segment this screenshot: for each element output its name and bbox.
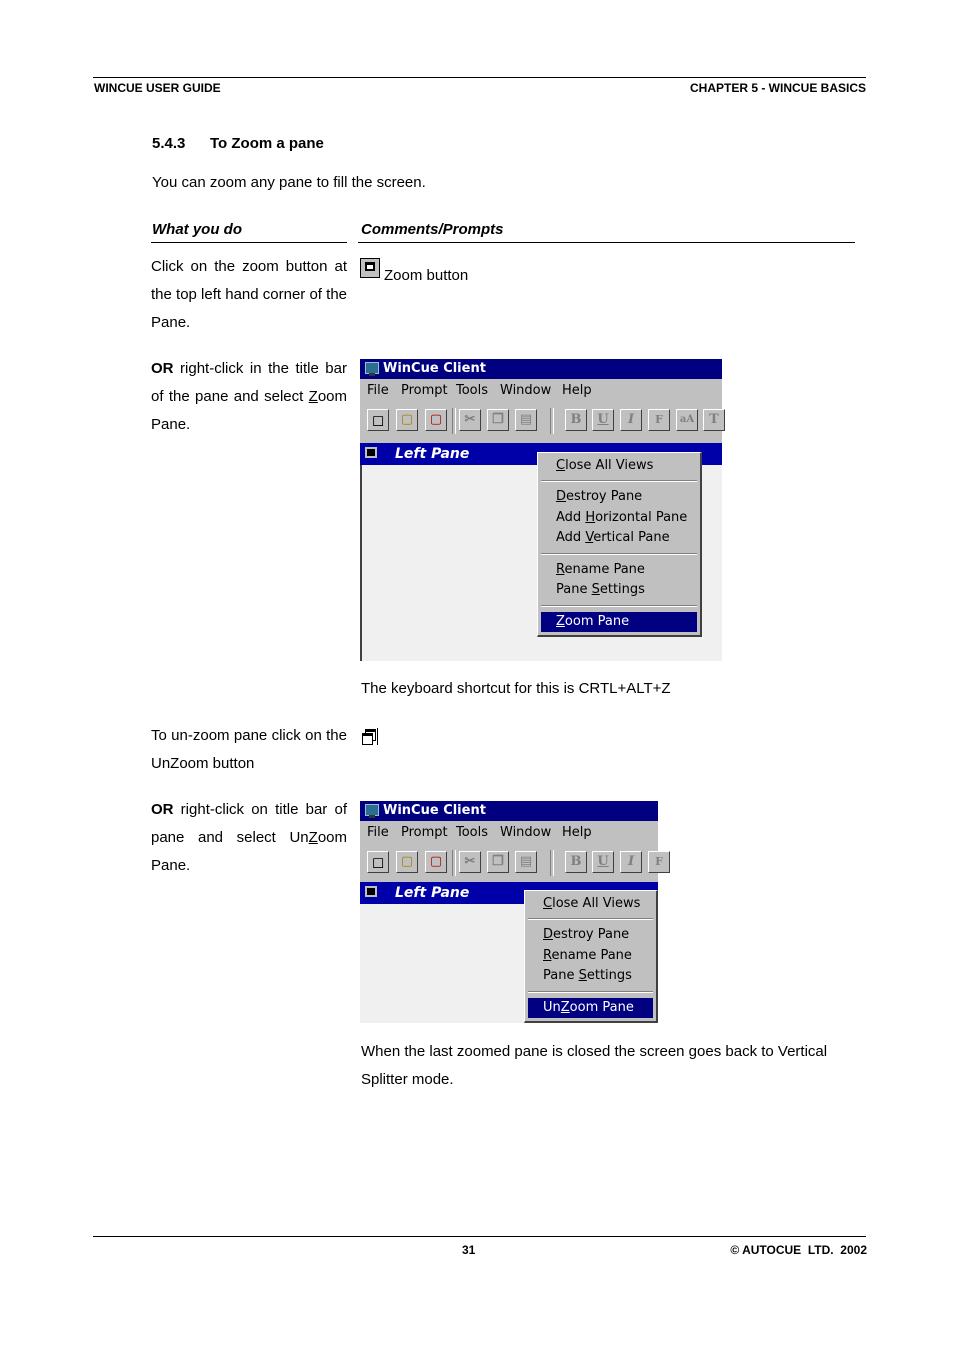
footer-rule [93, 1236, 866, 1237]
app-title: WinCue Client [383, 361, 486, 376]
menu-separator [528, 991, 653, 993]
row2-text-before: right-click in the title bar of the pane and select [151, 360, 347, 405]
toolbar-separator [550, 408, 554, 434]
header-left: WINCUE USER GUIDE [94, 81, 221, 95]
app-title: WinCue Client [383, 803, 486, 818]
row4-mnemonic: Z [308, 829, 318, 846]
cut-icon[interactable]: ✂ [459, 409, 481, 431]
italic-icon[interactable]: I [620, 409, 642, 431]
case-icon[interactable]: aA [676, 409, 698, 431]
menu-item-add-horizontal-pane[interactable]: Add Horizontal Pane [556, 510, 688, 525]
menu-item-close-all-views[interactable]: Close All Views [543, 896, 641, 911]
menu-window[interactable]: Window [500, 825, 552, 840]
new-file-icon[interactable]: ◻ [367, 409, 389, 431]
copyright: © AUTOCUE LTD. 2002 [730, 1243, 867, 1257]
menu-item-close-all-views[interactable]: Close All Views [556, 458, 654, 473]
menu-window[interactable]: Window [500, 383, 552, 398]
menu-bar [360, 821, 658, 845]
app-title-bar [360, 359, 722, 379]
app-title-bar [360, 801, 658, 821]
column-header-right: Comments/Prompts [361, 221, 504, 238]
paste-icon[interactable]: ▤ [515, 409, 537, 431]
copy-icon[interactable]: ❐ [487, 851, 509, 873]
row3-instruction: To un-zoom pane click on the UnZoom button [151, 727, 347, 772]
menu-item-rename-pane[interactable]: Rename Pane [556, 562, 645, 577]
open-recent-icon[interactable]: ▢ [425, 851, 447, 873]
row4-instruction [151, 796, 347, 880]
app-icon [365, 362, 379, 374]
text-style-icon[interactable]: T [703, 409, 725, 431]
row1-instruction: Click on the zoom button at the top left hand corner of the Pane. [151, 258, 347, 331]
menu-prompt[interactable]: Prompt [401, 383, 448, 398]
menu-help[interactable]: Help [562, 383, 592, 398]
or-label: OR [151, 801, 174, 818]
bold-icon[interactable]: B [565, 409, 587, 431]
context-menu [524, 890, 658, 1023]
app-icon [365, 804, 379, 816]
menu-separator [528, 918, 653, 920]
toolbar [360, 403, 722, 439]
open-recent-icon[interactable]: ▢ [425, 409, 447, 431]
or-label: OR [151, 360, 174, 377]
paste-icon[interactable]: ▤ [515, 851, 537, 873]
page-number: 31 [462, 1243, 476, 1257]
context-menu [537, 452, 702, 637]
row2-instruction [151, 355, 347, 439]
menu-file[interactable]: File [367, 825, 389, 840]
section-number: 5.4.3 [152, 135, 186, 152]
header-right: CHAPTER 5 - WINCUE BASICS [689, 81, 866, 95]
bold-icon[interactable]: B [565, 851, 587, 873]
row2-mnemonic: Z [308, 388, 318, 405]
menu-separator [541, 553, 697, 555]
row4-text-before: right-click on title bar of pane and select Un [151, 801, 347, 846]
menu-item-zoom-pane[interactable]: Zoom Pane [541, 612, 697, 632]
menu-item-unzoom-pane[interactable]: UnZoom Pane [528, 998, 653, 1018]
menu-separator [541, 605, 697, 607]
pane-title: Left Pane [395, 446, 470, 462]
menu-file[interactable]: File [367, 383, 389, 398]
menu-prompt[interactable]: Prompt [401, 825, 448, 840]
screenshot-unzoom-pane [360, 801, 663, 1023]
copy-icon[interactable]: ❐ [487, 409, 509, 431]
menu-tools[interactable]: Tools [456, 825, 489, 840]
toolbar-separator [550, 850, 554, 876]
toolbar-separator [452, 850, 456, 876]
row2-text-after: oom Pane. [151, 388, 347, 433]
menu-separator [541, 480, 697, 482]
open-folder-icon[interactable]: ▢ [396, 409, 418, 431]
unzoom-pane-button-icon[interactable] [365, 886, 377, 897]
intro-text: You can zoom any pane to fill the screen. [152, 174, 426, 191]
menu-bar [360, 379, 722, 403]
new-file-icon[interactable]: ◻ [367, 851, 389, 873]
row4-text-after: oom Pane. [151, 829, 347, 874]
font-size-icon[interactable]: F [648, 851, 670, 873]
menu-help[interactable]: Help [562, 825, 592, 840]
pane-title: Left Pane [395, 885, 470, 901]
zoom-pane-button-icon[interactable] [365, 447, 377, 458]
section-title: To Zoom a pane [210, 135, 324, 152]
menu-tools[interactable]: Tools [456, 383, 489, 398]
menu-item-destroy-pane[interactable]: Destroy Pane [543, 927, 630, 942]
column-header-left: What you do [152, 221, 242, 238]
italic-icon[interactable]: I [620, 851, 642, 873]
menu-item-pane-settings[interactable]: Pane Settings [543, 968, 632, 983]
underline-icon[interactable]: U [592, 409, 614, 431]
open-folder-icon[interactable]: ▢ [396, 851, 418, 873]
closing-note: When the last zoomed pane is closed the screen goes back to Vertical Splitter mode. [361, 1043, 828, 1088]
header-rule [93, 77, 866, 78]
cut-icon[interactable]: ✂ [459, 851, 481, 873]
underline-icon[interactable]: U [592, 851, 614, 873]
unzoom-pane-icon [362, 728, 379, 745]
zoom-pane-icon [360, 258, 380, 278]
column-rule-left [151, 242, 347, 243]
toolbar-separator [452, 408, 456, 434]
menu-item-add-vertical-pane[interactable]: Add Vertical Pane [556, 530, 670, 545]
toolbar [360, 845, 663, 881]
row1-comment: Zoom button [384, 267, 469, 284]
font-size-icon[interactable]: F [648, 409, 670, 431]
menu-item-pane-settings[interactable]: Pane Settings [556, 582, 645, 597]
menu-item-rename-pane[interactable]: Rename Pane [543, 948, 632, 963]
screenshot-zoom-pane [360, 359, 722, 661]
column-rule-right [358, 242, 855, 243]
shortcut-text: The keyboard shortcut for this is CRTL+ALT+Z [361, 680, 671, 697]
menu-item-destroy-pane[interactable]: Destroy Pane [556, 489, 643, 504]
